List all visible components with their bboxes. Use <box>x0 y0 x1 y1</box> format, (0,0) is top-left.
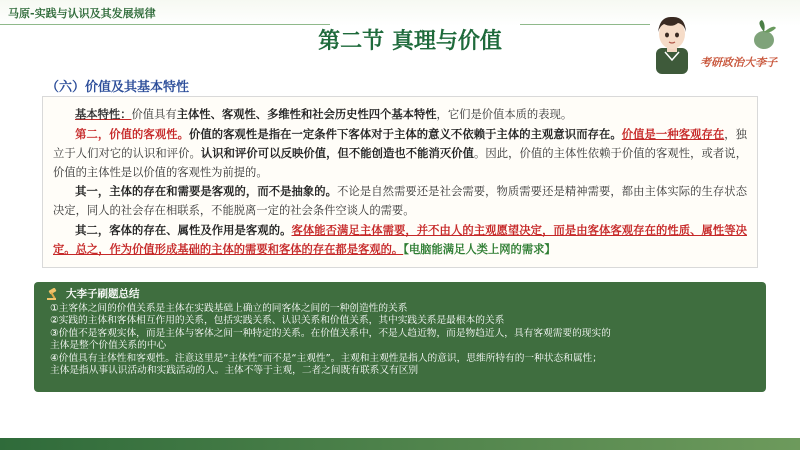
subject-label: 马原-实践与认识及其发展规律 <box>8 7 156 20</box>
emphasis-text: 其二，客体的存在、属性及作用是客观的。 <box>75 222 292 237</box>
text-span: 。因此，价值的主体性依赖于价值的客观性，或者说，价值的主体性是以价值的客观性为前提的。 <box>53 147 747 179</box>
paragraph-objectivity <box>53 125 747 183</box>
summary-item: ②实践的主体和客体相互作用的关系，包括实践关系、认识关系和价值关系，其中实践关系是最根本的关系 <box>50 315 505 327</box>
summary-list <box>46 303 756 377</box>
emphasis-text: 价值的客观性是指在一定条件下客体对于主体的意义不依赖于主体的主观意识而存在。 <box>188 126 622 141</box>
emphasis-text: 主体性、客观性、多维性和社会历史性四个基本特性 <box>176 107 437 121</box>
summary-item: ④价值具有主体性和客观性。注意这里是“主体性”而不是“主观性”。主观和主观性是指人的意识，思维所特有的一种状态和属性； <box>50 352 602 364</box>
summary-title: 大李子刷题总结 <box>66 288 140 300</box>
text-span: 价值具有 <box>131 108 177 121</box>
bottom-bar <box>0 438 800 450</box>
paragraph-basic-features <box>53 105 747 125</box>
paragraph-second-point <box>53 221 747 260</box>
basic-features-label: 基本特性： <box>75 107 132 121</box>
summary-panel <box>34 282 766 392</box>
emphasis-text: 认识和评价可以反映价值，但不能创造也不能消灭价值 <box>200 146 474 161</box>
emphasis-text: 其一，主体的存在和需要是客观的，而不是抽象的。 <box>75 184 338 199</box>
content-box <box>42 96 758 268</box>
red-heading: 第二，价值的客观性。 <box>75 126 189 141</box>
text-span: ，它们是价值本质的表现。 <box>436 108 573 121</box>
summary-item: ①主客体之间的价值关系是主体在实践基础上确立的同客体之间的一种创造性的关系 <box>50 303 408 314</box>
text-span: ，独立于人们对它的认识和评价。 <box>53 127 747 161</box>
summary-item: 主体是指从事认识活动和实践活动的人。主体不等于主观，二者之间既有联系又有区别 <box>50 365 419 377</box>
summary-item: ③价值不是客观实体，而是主体与客体之间一种特定的关系。在价值关系中，不是人趋近物，而是物趋近人，具有客观需要的现实的 <box>50 327 611 339</box>
summary-item: 主体是整个价值关系的中心 <box>50 340 167 352</box>
gavel-icon <box>46 288 60 300</box>
page-title: 第二节 真理与价值 <box>318 28 502 54</box>
example-note: 【电脑能满足人类上网的需求】 <box>403 242 556 257</box>
summary-header <box>46 286 756 301</box>
avatar-icon <box>648 14 696 74</box>
brand-logo <box>648 14 788 74</box>
brand-name: 考研政治大李子 <box>700 56 777 69</box>
red-emphasis: 价值是一种客观存在 <box>621 126 725 141</box>
red-emphasis: 客体能否满足主体需要，并不由人的主观愿望决定，而是由客体客观存在的性质、属性等决定。总之，作为价值形成基础的主体的需要和客体的存在都是客观的。 <box>53 222 747 257</box>
section-heading: （六）价值及其基本特性 <box>46 80 190 95</box>
brand-leaf-icon <box>748 18 780 52</box>
paragraph-first-point <box>53 182 747 220</box>
text-span: 不论是自然需要还是社会需要，物质需要还是精神需要，都由主体实际的生存状态决定，同人的社会存在相联系，不能脱离一定的社会条件空谈人的需要。 <box>53 185 747 217</box>
